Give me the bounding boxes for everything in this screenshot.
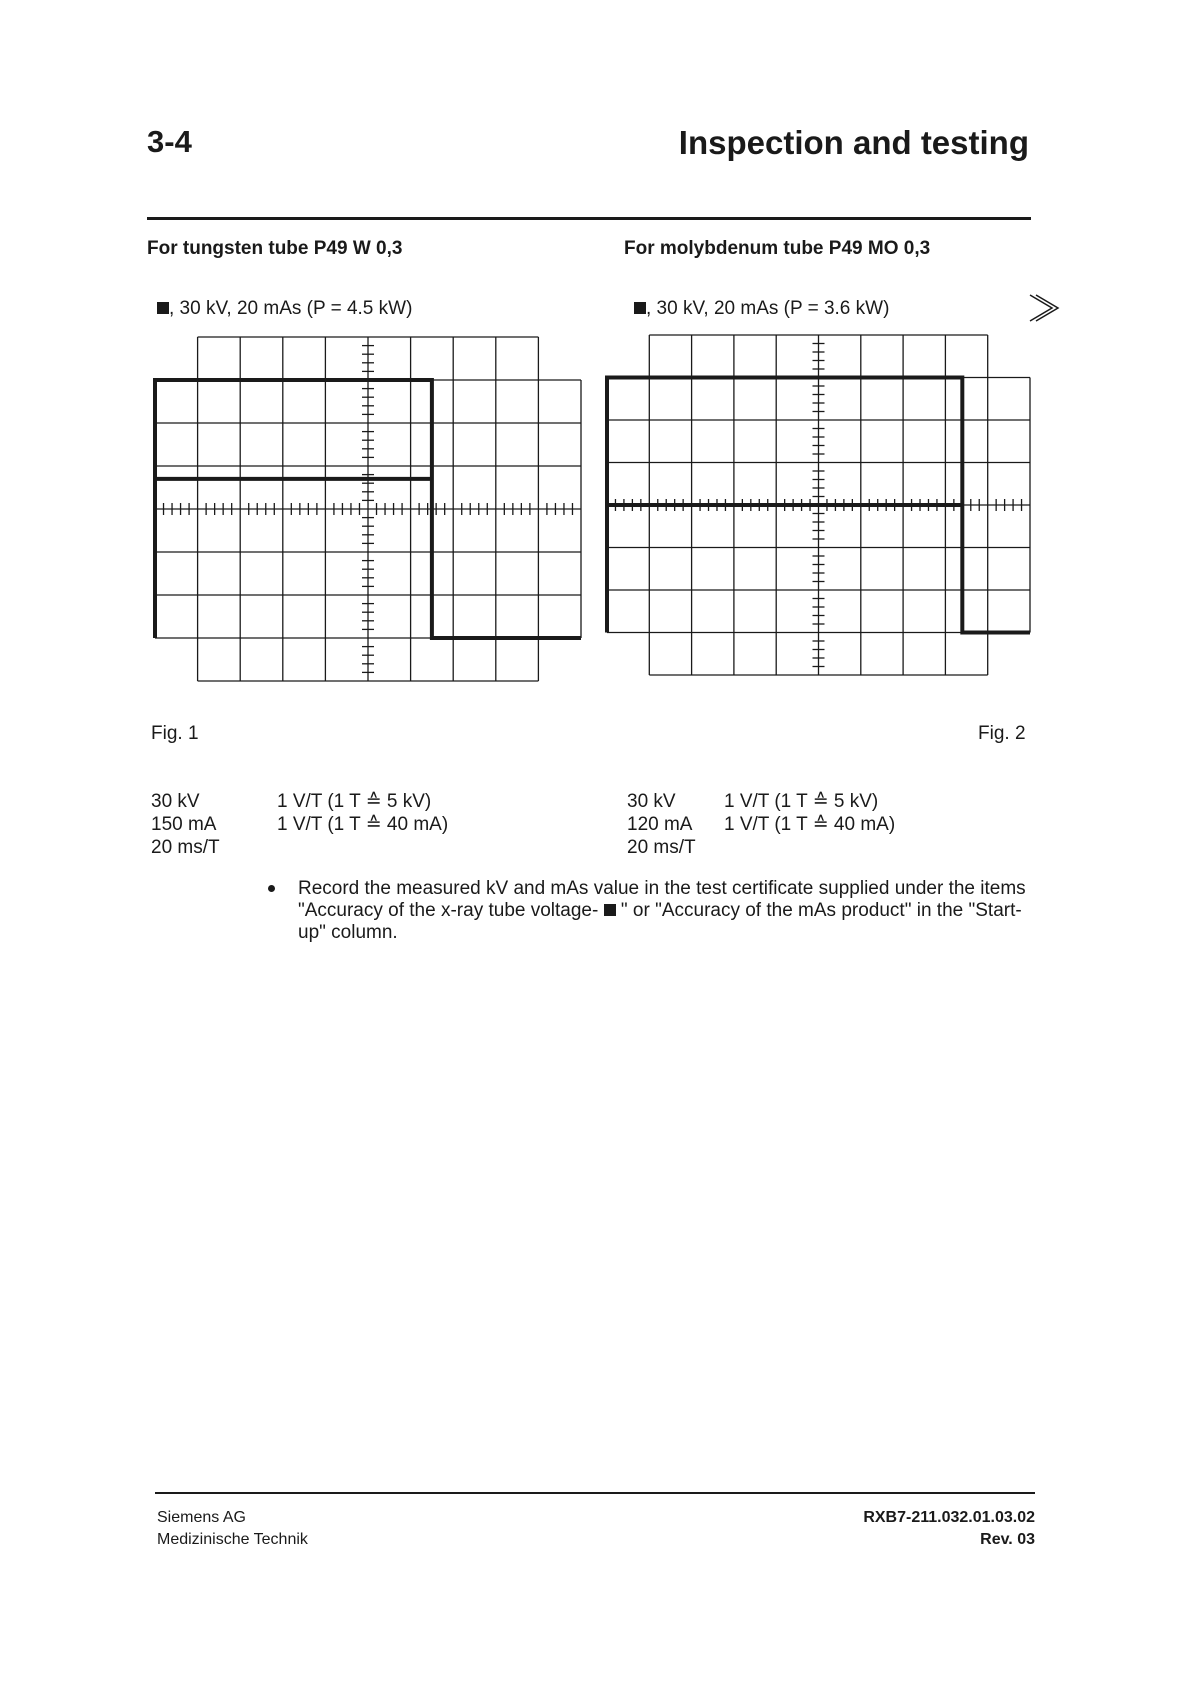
fig-1-params [151, 790, 448, 859]
revision: Rev. 03 [980, 1531, 1035, 1548]
page-number: 3-4 [147, 124, 192, 159]
param-row: 30 kV 1 V/T (1 T ≙ 5 kV) [151, 791, 432, 812]
fig-2-label: Fig. 2 [978, 723, 1026, 744]
doc-number: RXB7-211.032.01.03.02 [863, 1509, 1035, 1526]
footer-doc-info [863, 1507, 1035, 1551]
tungsten-condition-text: , 30 kV, 20 mAs (P = 4.5 kW) [169, 298, 413, 319]
param-row: 20 ms/T [627, 837, 696, 858]
exposure-symbol-icon [604, 904, 616, 916]
param-row: 120 mA 1 V/T (1 T ≙ 40 mA) [627, 814, 896, 835]
footer-company: Siemens AG Medizinische Technik [157, 1509, 308, 1548]
param-row: 20 ms/T [151, 837, 220, 858]
param-row: 150 mA 1 V/T (1 T ≙ 40 mA) [151, 814, 449, 835]
page-title: Inspection and testing [678, 124, 1029, 161]
bullet-icon [268, 885, 275, 892]
param-row: 30 kV 1 V/T (1 T ≙ 5 kV) [627, 791, 879, 812]
fig-2-params [627, 790, 895, 859]
fig-1-label: Fig. 1 [151, 723, 199, 744]
instruction-text: Record the measured kV and mAs value in the test certificate supplied under the items "Accuracy of the x-ray tube voltage- " or "Accuracy of the mAs product" in the "Start-up" column. [298, 878, 1026, 943]
molybdenum-heading: For molybdenum tube P49 MO 0,3 [624, 238, 931, 259]
tungsten-heading: For tungsten tube P49 W 0,3 [147, 238, 403, 259]
molybdenum-condition-text: , 30 kV, 20 mAs (P = 3.6 kW) [646, 298, 890, 319]
footer-rule [155, 1492, 1035, 1494]
